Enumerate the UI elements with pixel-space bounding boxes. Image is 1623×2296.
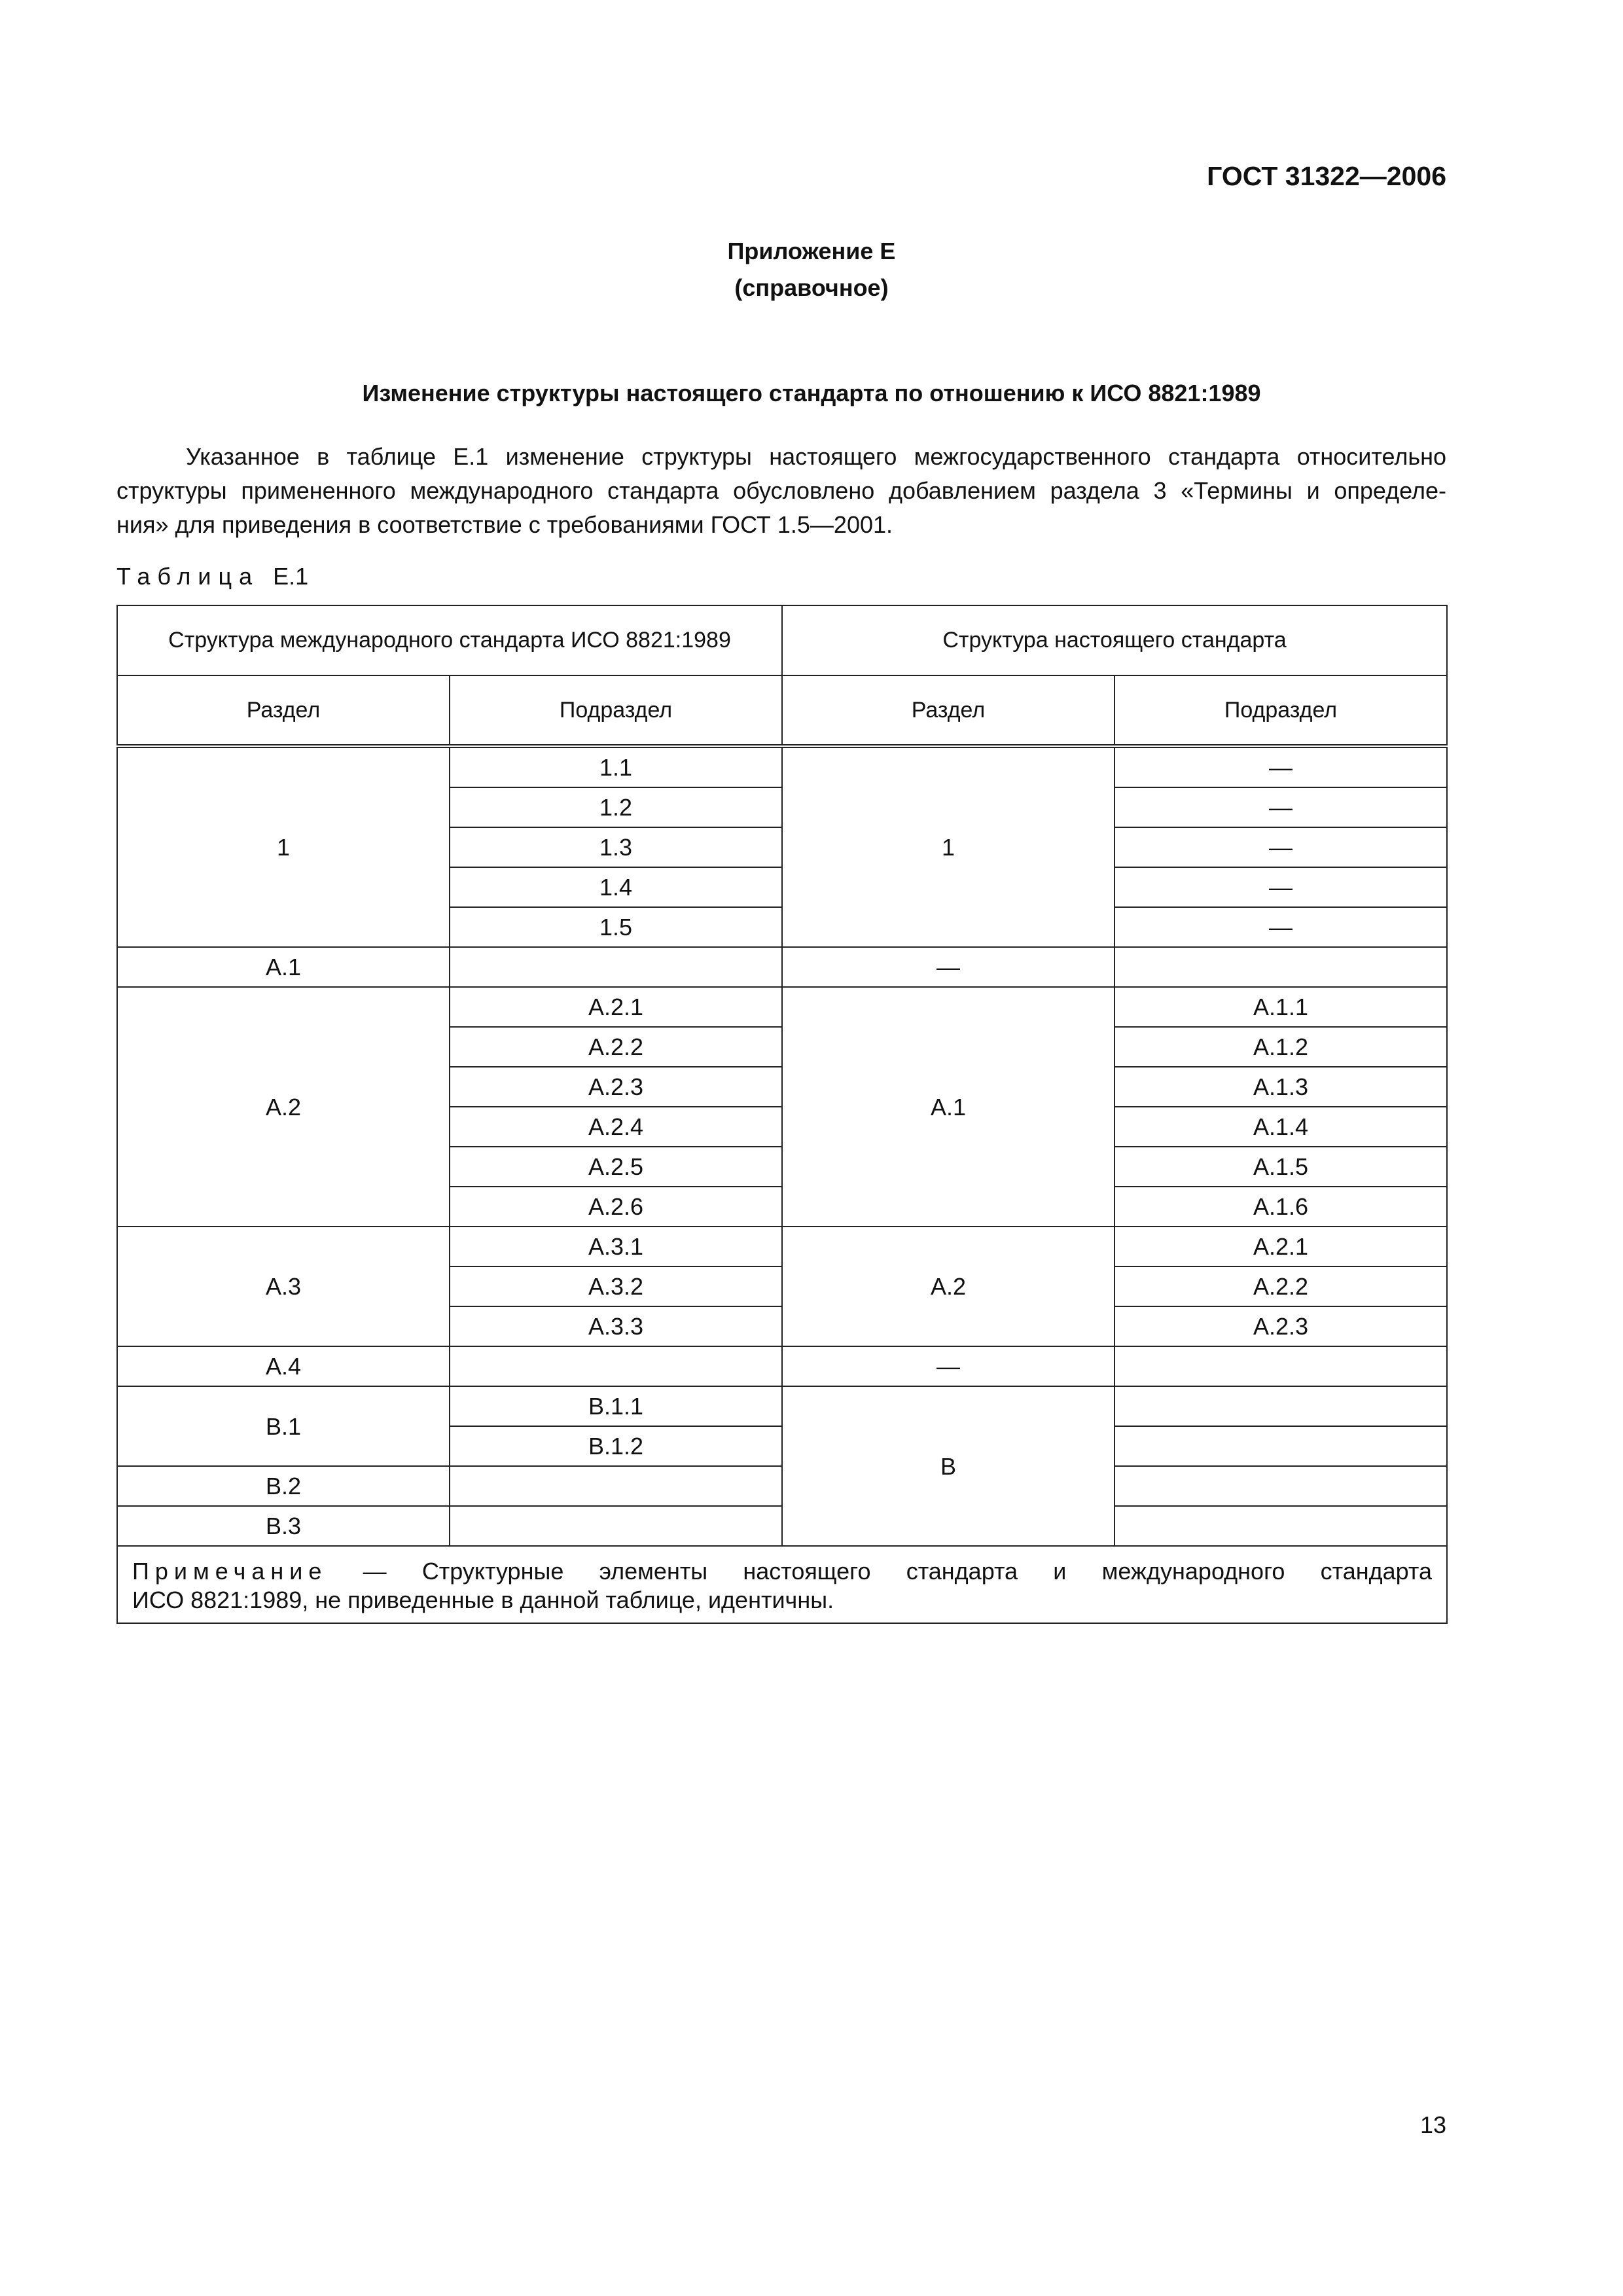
iso-section-cell: А.4: [117, 1346, 450, 1386]
note-first-line: [132, 1557, 1432, 1586]
current-subsection-cell: А.1.5: [1115, 1147, 1447, 1187]
current-subsection-cell: —: [1115, 867, 1447, 907]
intro-paragraph: [116, 440, 1446, 542]
table-row: [117, 1346, 1447, 1386]
iso-subsection-cell: А.3.2: [450, 1266, 782, 1306]
paragraph-line: структуры примененного международного стандарта обусловлено добавлением раздела 3 «Термины и определе-: [116, 477, 1446, 504]
note-label: Примечание: [132, 1558, 328, 1585]
current-subsection-cell: [1115, 1346, 1447, 1386]
iso-section-cell: В.3: [117, 1506, 450, 1546]
current-section-cell: —: [782, 947, 1115, 987]
current-structure-header: Структура настоящего стандарта: [782, 605, 1447, 675]
document-code: ГОСТ 31322—2006: [1207, 161, 1446, 191]
current-section-cell: —: [782, 1346, 1115, 1386]
iso-subsection-cell: А.2.5: [450, 1147, 782, 1187]
table-row: [117, 1227, 1447, 1266]
current-subsection-cell: А.2.1: [1115, 1227, 1447, 1266]
iso-subsection-cell: А.2.3: [450, 1067, 782, 1107]
current-section-cell: А.1: [782, 987, 1115, 1227]
iso-section-cell: А.1: [117, 947, 450, 987]
current-subsection-cell: —: [1115, 827, 1447, 867]
iso-subsection-cell: [450, 1506, 782, 1546]
table-row: [117, 746, 1447, 787]
iso-section-cell: 1: [117, 746, 450, 947]
iso-subsection-cell: А.3.1: [450, 1227, 782, 1266]
table-header-row: [117, 605, 1447, 675]
table-row: [117, 1386, 1447, 1426]
column-header: Раздел: [782, 675, 1115, 746]
column-header: Подраздел: [450, 675, 782, 746]
current-subsection-cell: А.1.3: [1115, 1067, 1447, 1107]
column-header: Раздел: [117, 675, 450, 746]
iso-subsection-cell: А.2.6: [450, 1187, 782, 1227]
iso-subsection-cell: А.2.2: [450, 1027, 782, 1067]
paragraph-line: ния» для приведения в соответствие с требованиями ГОСТ 1.5—2001.: [116, 511, 893, 538]
iso-subsection-cell: А.2.4: [450, 1107, 782, 1147]
current-subsection-cell: А.2.3: [1115, 1306, 1447, 1346]
current-subsection-cell: —: [1115, 746, 1447, 787]
current-subsection-cell: [1115, 1466, 1447, 1506]
current-section-cell: В: [782, 1386, 1115, 1546]
table-caption-label: Таблица: [116, 563, 260, 590]
iso-subsection-cell: В.1.1: [450, 1386, 782, 1426]
table-row: [117, 987, 1447, 1027]
iso-subsection-cell: 1.1: [450, 746, 782, 787]
section-title: Изменение структуры настоящего стандарта по отношению к ИСО 8821:1989: [362, 380, 1261, 406]
table-caption-number: Е.1: [273, 563, 309, 590]
iso-subsection-cell: [450, 947, 782, 987]
current-subsection-cell: А.2.2: [1115, 1266, 1447, 1306]
iso-section-cell: В.2: [117, 1466, 450, 1506]
iso-subsection-cell: 1.3: [450, 827, 782, 867]
current-subsection-cell: А.1.6: [1115, 1187, 1447, 1227]
current-subsection-cell: А.1.2: [1115, 1027, 1447, 1067]
iso-subsection-cell: 1.5: [450, 907, 782, 947]
note-text-2: ИСО 8821:1989, не приведенные в данной таблице, идентичны.: [132, 1587, 834, 1613]
current-subsection-cell: [1115, 1426, 1447, 1466]
iso-section-cell: А.2: [117, 987, 450, 1227]
current-subsection-cell: [1115, 1386, 1447, 1426]
current-subsection-cell: А.1.4: [1115, 1107, 1447, 1147]
note-dash: —: [363, 1558, 387, 1585]
column-header: Подраздел: [1115, 675, 1447, 746]
current-subsection-cell: [1115, 947, 1447, 987]
table-row: [117, 947, 1447, 987]
table-subheader-row: [117, 675, 1447, 746]
iso-subsection-cell: А.2.1: [450, 987, 782, 1027]
appendix-subtitle: (справочное): [734, 274, 889, 301]
iso-section-cell: В.1: [117, 1386, 450, 1466]
iso-section-cell: А.3: [117, 1227, 450, 1346]
current-subsection-cell: —: [1115, 787, 1447, 827]
appendix-title: Приложение Е: [727, 238, 896, 264]
iso-subsection-cell: [450, 1346, 782, 1386]
page-number: 13: [1419, 2111, 1446, 2138]
current-subsection-cell: [1115, 1506, 1447, 1546]
paragraph-line: Указанное в таблице Е.1 изменение структуры настоящего межгосударственного стандарта относительно: [186, 443, 1446, 470]
iso-subsection-cell: 1.4: [450, 867, 782, 907]
iso-subsection-cell: [450, 1466, 782, 1506]
current-section-cell: 1: [782, 746, 1115, 947]
iso-subsection-cell: А.3.3: [450, 1306, 782, 1346]
table-caption: [116, 563, 308, 590]
note-text-1: Структурные элементы настоящего стандарта и международного стандарта: [421, 1558, 1432, 1585]
iso-subsection-cell: 1.2: [450, 787, 782, 827]
current-subsection-cell: —: [1115, 907, 1447, 947]
current-subsection-cell: А.1.1: [1115, 987, 1447, 1027]
structure-table: [116, 605, 1448, 1624]
table-note: [117, 1546, 1447, 1623]
table-note-row: [117, 1546, 1447, 1623]
appendix-heading: [0, 233, 1623, 306]
current-section-cell: А.2: [782, 1227, 1115, 1346]
iso-structure-header: Структура международного стандарта ИСО 8821:1989: [117, 605, 782, 675]
iso-subsection-cell: В.1.2: [450, 1426, 782, 1466]
